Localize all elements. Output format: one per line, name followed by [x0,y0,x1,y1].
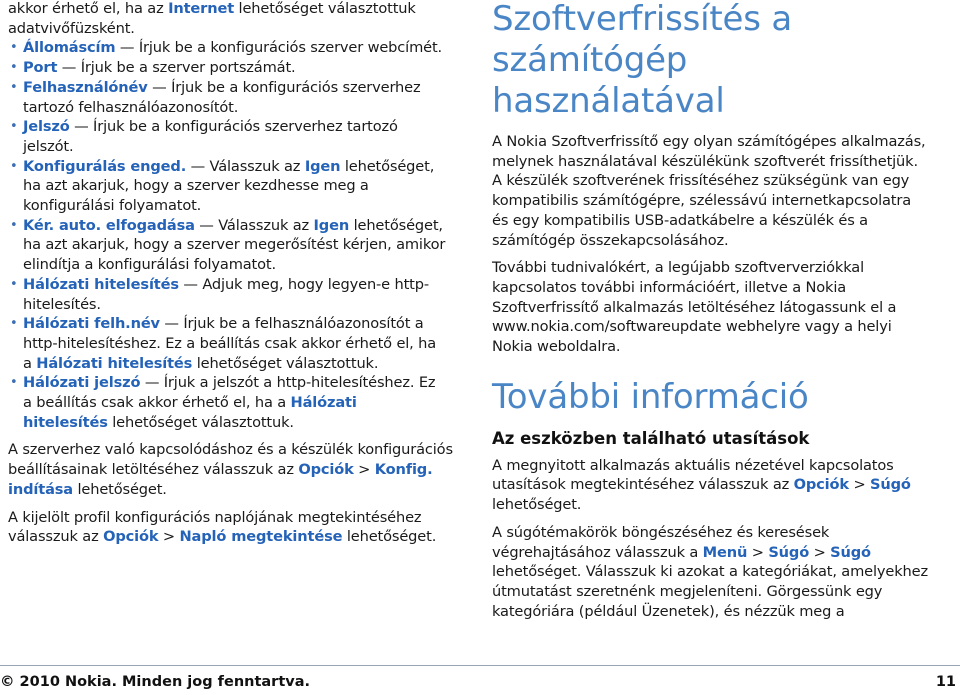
list-item: • Kér. auto. elfogadása — Válasszuk az Igen lehetőséget, [10,216,443,234]
keyword-opciok: Opciók [298,461,354,479]
list-item-continuation: a beállítás csak akkor érhető el, ha a Hálózati [23,394,357,412]
list-item-continuation: hitelesítés lehetőséget választottuk. [23,413,294,431]
paragraph-line: A szerverhez való kapcsolódáshoz és a készülék konfigurációs [8,441,453,459]
list-item-continuation: ha azt akarjuk, hogy a szerver megerősítést kérjen, amikor [23,236,446,254]
page-number: 11 [935,674,956,690]
list-item: • Jelszó — Írjuk be a konfigurációs szerverhez tartozó [10,118,398,136]
page-footer [0,665,960,695]
list-item-continuation: http-hitelesítéshez. Ez a beállítás csak akkor érhető el, ha [23,334,437,352]
paragraph-line: Szoftverfrissítő alkalmazás letöltéséhez látogassunk el a [492,298,897,316]
section-title: További információ [492,376,809,417]
keyword-internet: Internet [168,0,235,17]
list-item-continuation: tartozó felhasználóazonosítót. [23,98,239,116]
paragraph-line: kapcsolatos további információért, illetve a Nokia [492,278,847,296]
paragraph-line: A megnyitott alkalmazás aktuális nézetével kapcsolatos [492,456,894,474]
paragraph-line: A súgótémakörök böngészéséhez és keresések [492,523,830,541]
paragraph-line: kompatibilis számítógépre, szélessávú internetkapcsolatra [492,192,912,210]
list-item-continuation: konfigurálási folyamatot. [23,197,202,215]
list-item-continuation: ha azt akarjuk, hogy a szerver kezdhesse meg a [23,177,369,195]
list-item: • Állomáscím — Írjuk be a konfigurációs szerver webcímét. [10,39,443,57]
list-item-continuation: hitelesítés. [23,295,101,313]
intro-line-2: adatvivőfüzsként. [8,19,135,37]
paragraph-line: lehetőséget. [492,496,582,514]
list-item: • Felhasználónév — Írjuk be a konfigurációs szerverhez [10,78,421,96]
paragraph-line: beállításainak letöltéséhez válasszuk az Opciók > Konfig. [8,461,433,479]
list-item-continuation: elindítja a konfigurálási folyamatot. [23,256,276,274]
right-column [492,0,954,621]
paragraph-line: utasítások megtekintéséhez válasszuk az Opciók > Súgó [492,476,911,494]
list-item: • Hálózati felh.név — Írjuk be a felhasználóazonosítót a [10,315,424,333]
paragraph-line: kategóriára (például Üzenetek), és nézzük meg a [492,602,845,620]
paragraph-line: melynek használatával készülékünk szoftverét frissíthetjük. [492,152,918,170]
footer-divider [0,665,960,666]
subheading: Az eszközben található utasítások [492,428,810,448]
paragraph-line: válasszuk az Opciók > Napló megtekintése lehetőséget. [8,528,437,546]
intro-line-1: akkor érhető el, ha az Internet lehetőséget választottuk [8,0,416,17]
left-column [8,0,470,547]
paragraph-line: lehetőséget. Válasszuk ki azokat a kategóriákat, amelyekhez [492,563,928,581]
paragraph-line: A készülék szoftverének frissítéséhez szükségünk van egy [492,172,910,190]
list-item: • Konfigurálás enged. — Válasszuk az Igen lehetőséget, [10,157,435,175]
list-item-continuation: jelszót. [23,137,74,155]
section-title: számítógép [492,40,688,80]
list-item: • Port — Írjuk be a szerver portszámát. [10,59,296,77]
paragraph-line: számítógép összekapcsolásához. [492,231,729,249]
section-title: használatával [492,81,725,121]
list-item: • Hálózati hitelesítés — Adjuk meg, hogy legyen-e http- [10,275,429,293]
paragraph-line: útmutatást szeretnénk megjeleníteni. Görgessünk egy [492,582,883,600]
paragraph-line: A kijelölt profil konfigurációs naplójának megtekintéséhez [8,508,422,526]
paragraph-line: végrehajtásához válasszuk a Menü > Súgó > Súgó [492,543,871,561]
paragraph-line: További tudnivalókért, a legújabb szoftververziókkal [492,259,864,277]
section-title: Szoftverfrissítés a [492,0,793,39]
paragraph-line: indítása lehetőséget. [8,480,167,498]
list-item-continuation: a Hálózati hitelesítés lehetőséget választottuk. [23,354,379,372]
paragraph-line: és egy kompatibilis USB-adatkábelre a készülék és a [492,211,868,229]
copyright-text: © 2010 Nokia. Minden jog fenntartva. [0,674,311,690]
list-item: • Hálózati jelszó — Írjuk a jelszót a http-hitelesítéshez. Ez [10,374,436,392]
paragraph-line: Nokia weboldalra. [492,338,621,356]
paragraph-line: www.nokia.com/softwareupdate webhelyre vagy a helyi [492,318,892,336]
paragraph-line: A Nokia Szoftverfrissítő egy olyan számítógépes alkalmazás, [492,133,926,150]
